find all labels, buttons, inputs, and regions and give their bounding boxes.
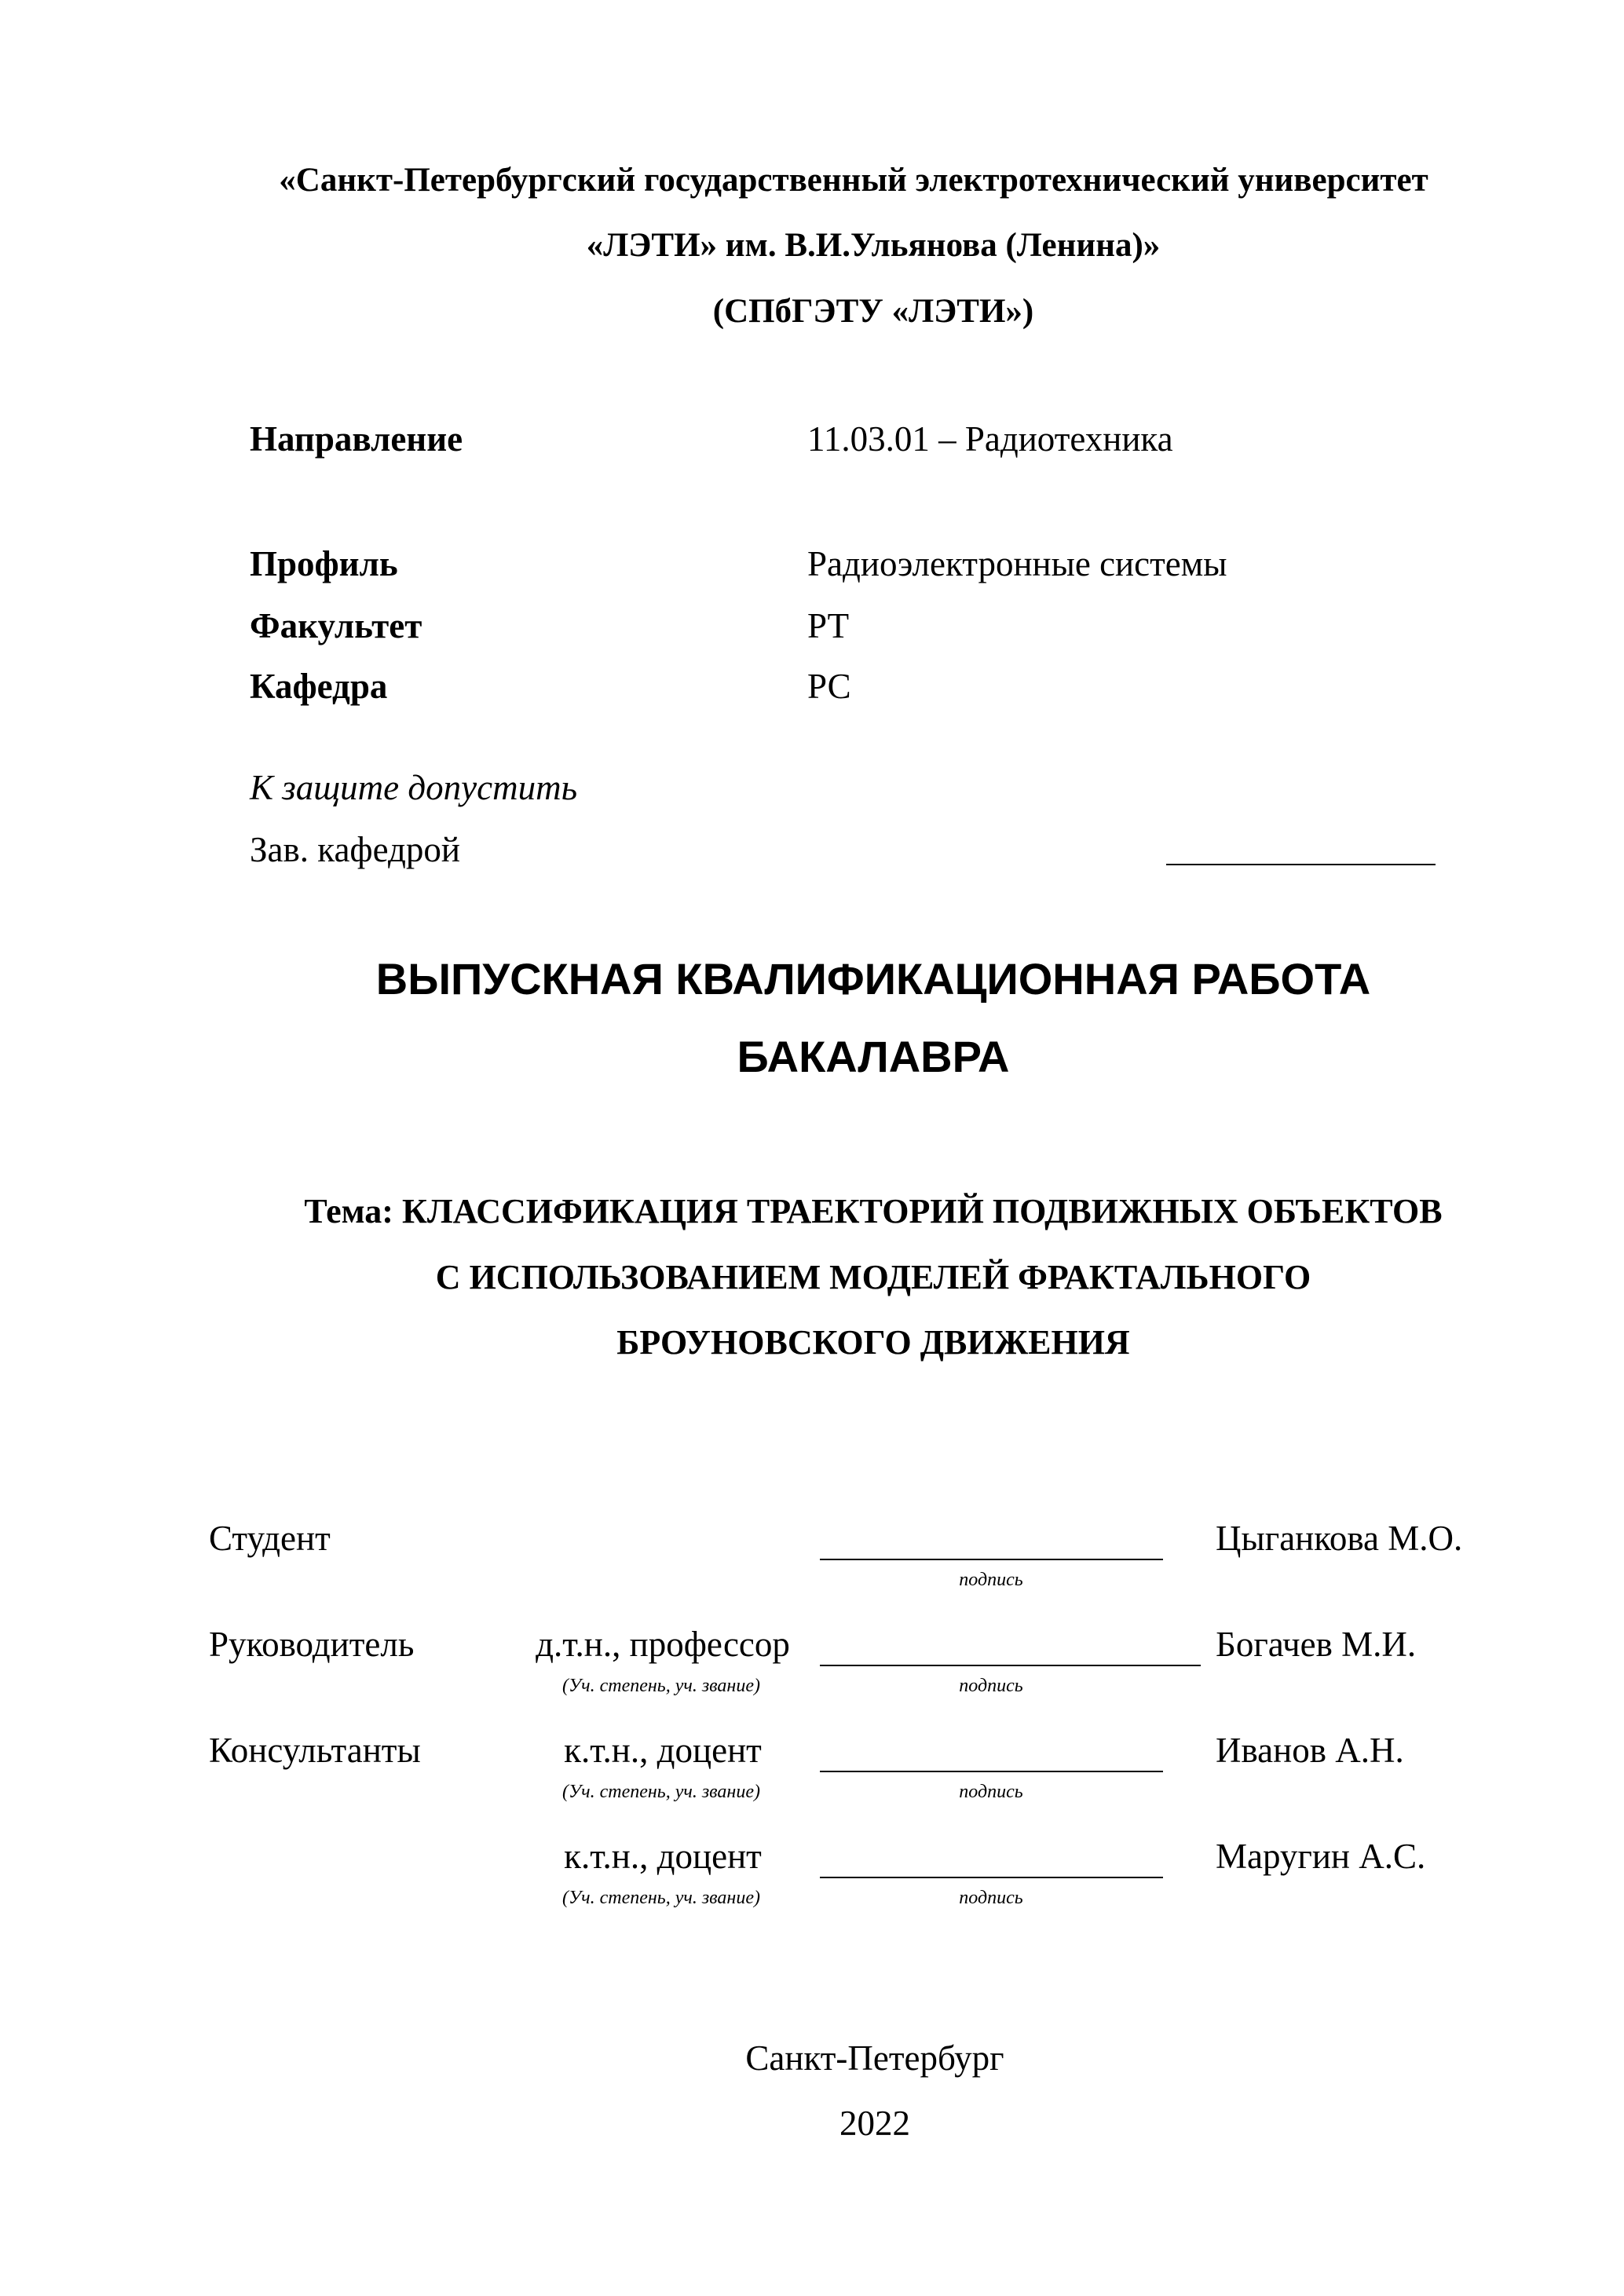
signature-caption: подпись — [959, 1570, 1023, 1590]
university-abbr: (СПбГЭТУ «ЛЭТИ») — [712, 293, 1034, 330]
profile-label: Профиль — [250, 544, 398, 583]
signature-role: Консультанты — [209, 1731, 421, 1770]
direction-value: 11.03.01 – Радиотехника — [807, 419, 1173, 459]
signatory-name: Богачев М.И. — [1216, 1625, 1417, 1664]
topic-line1: Тема: КЛАССИФИКАЦИЯ ТРАЕКТОРИЙ ПОДВИЖНЫХ ОБЪЕКТОВ — [304, 1192, 1443, 1230]
work-title-line2: БАКАЛАВРА — [737, 1032, 1010, 1081]
academic-rank: д.т.н., профессор — [536, 1625, 790, 1664]
faculty-value: РТ — [807, 606, 850, 645]
signature-caption: подпись — [959, 1676, 1023, 1696]
academic-rank-caption: (Уч. степень, уч. звание) — [562, 1888, 760, 1908]
work-title-line1: ВЫПУСКНАЯ КВАЛИФИКАЦИОННАЯ РАБОТА — [375, 954, 1371, 1004]
signatory-name: Иванов А.Н. — [1216, 1731, 1404, 1770]
university-name-line2: «ЛЭТИ» им. В.И.Ульянова (Ленина)» — [586, 227, 1161, 264]
signature-caption: подпись — [959, 1888, 1023, 1908]
profile-value: Радиоэлектронные системы — [807, 544, 1227, 583]
department-label: Кафедра — [250, 667, 388, 706]
year: 2022 — [839, 2104, 910, 2143]
faculty-label: Факультет — [250, 606, 422, 645]
head-of-department-label: Зав. кафедрой — [250, 830, 460, 869]
academic-rank-caption: (Уч. степень, уч. звание) — [562, 1782, 760, 1802]
signature-caption: подпись — [959, 1782, 1023, 1802]
academic-rank: к.т.н., доцент — [564, 1837, 762, 1876]
university-name-line1: «Санкт-Петербургский государственный электротехнический университет — [279, 162, 1428, 199]
academic-rank: к.т.н., доцент — [564, 1731, 762, 1770]
signature-role: Студент — [209, 1519, 331, 1558]
signature-line — [820, 1559, 1163, 1560]
signatory-name: Цыганкова М.О. — [1216, 1519, 1463, 1558]
academic-rank-caption: (Уч. степень, уч. звание) — [562, 1676, 760, 1696]
signature-line — [820, 1771, 1163, 1772]
direction-label: Направление — [250, 419, 463, 459]
head-signature-line — [1166, 864, 1436, 865]
department-value: РС — [807, 667, 851, 706]
city: Санкт-Петербург — [745, 2038, 1004, 2078]
topic-line3: БРОУНОВСКОГО ДВИЖЕНИЯ — [616, 1323, 1130, 1362]
signature-line — [820, 1665, 1201, 1666]
topic-line2: С ИСПОЛЬЗОВАНИЕМ МОДЕЛЕЙ ФРАКТАЛЬНОГО — [435, 1258, 1311, 1296]
signature-role: Руководитель — [209, 1625, 415, 1664]
signature-line — [820, 1877, 1163, 1878]
admit-label: К защите допустить — [250, 768, 578, 807]
signatory-name: Маругин А.С. — [1216, 1837, 1426, 1876]
